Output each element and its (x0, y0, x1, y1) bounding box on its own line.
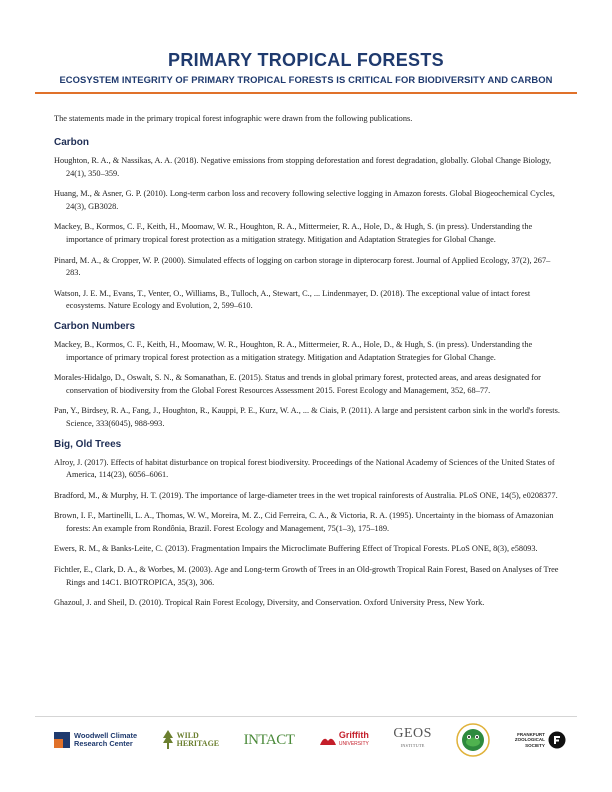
woodwell-logo-mark-icon (54, 732, 70, 748)
reference-item: Ghazoul, J. and Sheil, D. (2010). Tropical Rain Forest Ecology, Diversity, and Conservation. Oxford University Press, New York. (54, 598, 485, 608)
reference-item: Ewers, R. M., & Banks-Leite, C. (2013). Fragmentation Impairs the Microclimate Buffering Effect of Tropical Forests. PLoS ONE, 8(3), e58093. (54, 544, 538, 554)
woodwell-name-line1: Woodwell Climate (74, 731, 138, 740)
fzs-line3: SOCIETY (525, 742, 545, 748)
reference-item: Watson, J. E. M., Evans, T., Venter, O., Williams, B., Tulloch, A., Stewart, C., ... Lindenmayer, D. (2018). The exceptional value of intact forest ecosystems. Nature Ecology and Evolution, 2, 599–610. (54, 288, 531, 311)
fzs-line1: FRANKFURT (517, 731, 545, 737)
reference-item: Houghton, R. A., & Nassikas, A. A. (2018). Negative emissions from stopping deforestation and forest degradation, globally. Global Change Biology, 24(1), 350–359. (54, 156, 552, 178)
wild-heritage-line2: HERITAGE (176, 739, 220, 748)
geos-wordmark: GEOS (393, 726, 432, 741)
wild-heritage-tree-icon (162, 730, 174, 750)
reference-item: Fichtler, E., Clark, D. A., & Worbes, M. (2003). Age and Long-term Growth of Trees in an Old-growth Tropical Rain Forest, Based on Analyses of Tree Rings and 14C1. BIOTROPICA, 35(3), 306. (54, 565, 559, 587)
griffith-emblem-icon (319, 733, 337, 747)
wild-heritage-logo (162, 730, 220, 750)
partner-logos (54, 725, 566, 755)
reference-item: Brown, I. F., Martinelli, L. A., Thomas, W. W., Moreira, M. Z., Cid Ferreira, C. A., & Victoria, R. A. (1995). Uncertainty in the biomass of Amazonian forests: An example from Rondônia, Brazil. Forest Ecology and Management, 75(1–3), 175–189. (54, 511, 554, 533)
page-title: PRIMARY TROPICAL FORESTS (168, 50, 444, 70)
woodwell-name-line2: Research Center (74, 739, 133, 748)
footer-divider (35, 716, 577, 717)
reference-item: Pan, Y., Birdsey, R. A., Fang, J., Houghton, R., Kauppi, P. E., Kurz, W. A., ... & Ciais, P. (2011). A large and persistent carbon sink in the world's forests. Science, 333(6045), 988-993. (54, 406, 560, 428)
reference-item: Huang, M., & Asner, G. P. (2010). Long-term carbon loss and recovery following selective logging in Amazon forests. Global Biogeochemical Cycles, 24(3), GB3028. (54, 189, 555, 211)
reference-item: Morales-Hidalgo, D., Oswalt, S. N., & Somanathan, E. (2015). Status and trends in global primary forest, protected areas, and areas designated for conservation of biodiversity from the Global Forest Resources Assessment 2015. Forest Ecology and Management, 352, 68–77. (54, 373, 541, 395)
section-carbon (54, 137, 562, 313)
geos-institute: INSTITUTE (400, 743, 425, 748)
fzs-emblem-icon (548, 731, 566, 749)
griffith-university: UNIVERSITY (338, 741, 369, 747)
section-big-old-trees (54, 439, 562, 610)
reference-item: Alroy, J. (2017). Effects of habitat disturbance on tropical forest biodiversity. Proceedings of the National Academy of Sciences of the United States of America, 114(23), 6056–6061. (54, 457, 555, 480)
griffith-name: Griffith (338, 730, 369, 740)
griffith-logo (319, 731, 369, 749)
section-carbon-numbers (54, 321, 562, 431)
reference-item: Bradford, M., & Murphy, H. T. (2019). The importance of large-diameter trees in the wet tropical rainforests of Australia. PLoS ONE, 14(5), e0208377. (54, 490, 558, 500)
fzs-line2: ZOOLOGICAL (514, 737, 545, 743)
reference-item: Pinard, M. A., & Cropper, W. P. (2000). Simulated effects of logging on carbon storage in dipterocarp forest. Journal of Applied Ecology, 37(2), 267–283. (54, 255, 551, 278)
frog-badge-logo (456, 723, 490, 757)
section-heading: Carbon Numbers (54, 320, 136, 332)
frog-badge-icon (456, 723, 490, 757)
section-heading: Carbon (54, 137, 89, 148)
geos-logo (393, 728, 432, 752)
wild-heritage-line1: WILD (176, 731, 199, 740)
header-divider (35, 92, 577, 94)
woodwell-logo (54, 732, 137, 748)
intact-logo (244, 732, 295, 749)
intro-text: The statements made in the primary tropical forest infographic were drawn from the following publications. (54, 114, 413, 123)
fzs-logo (515, 731, 566, 749)
page-subtitle: ECOSYSTEM INTEGRITY OF PRIMARY TROPICAL FORESTS IS CRITICAL FOR BIODIVERSITY AND CARBON (59, 74, 553, 85)
reference-item: Mackey, B., Kormos, C. F., Keith, H., Moomaw, W. R., Houghton, R. A., Mittermeier, R. A., Hole, D., & Hugh, S. (in press). Understanding the importance of primary tropical forest protection as a mitigation strategy. Mitigation and Adaptation Strategies for Global Change. (54, 222, 533, 244)
references-content (54, 114, 562, 618)
section-heading: Big, Old Trees (54, 438, 122, 450)
intact-wordmark: INTACT (243, 731, 295, 748)
reference-item: Mackey, B., Kormos, C. F., Keith, H., Moomaw, W. R., Houghton, R. A., Mittermeier, R. A., Hole, D., & Hugh, S. (in press). Understanding the importance of primary tropical forest protection as a mitigation strategy. Mitigation and Adaptation Strategies for Global Change. (54, 339, 533, 362)
